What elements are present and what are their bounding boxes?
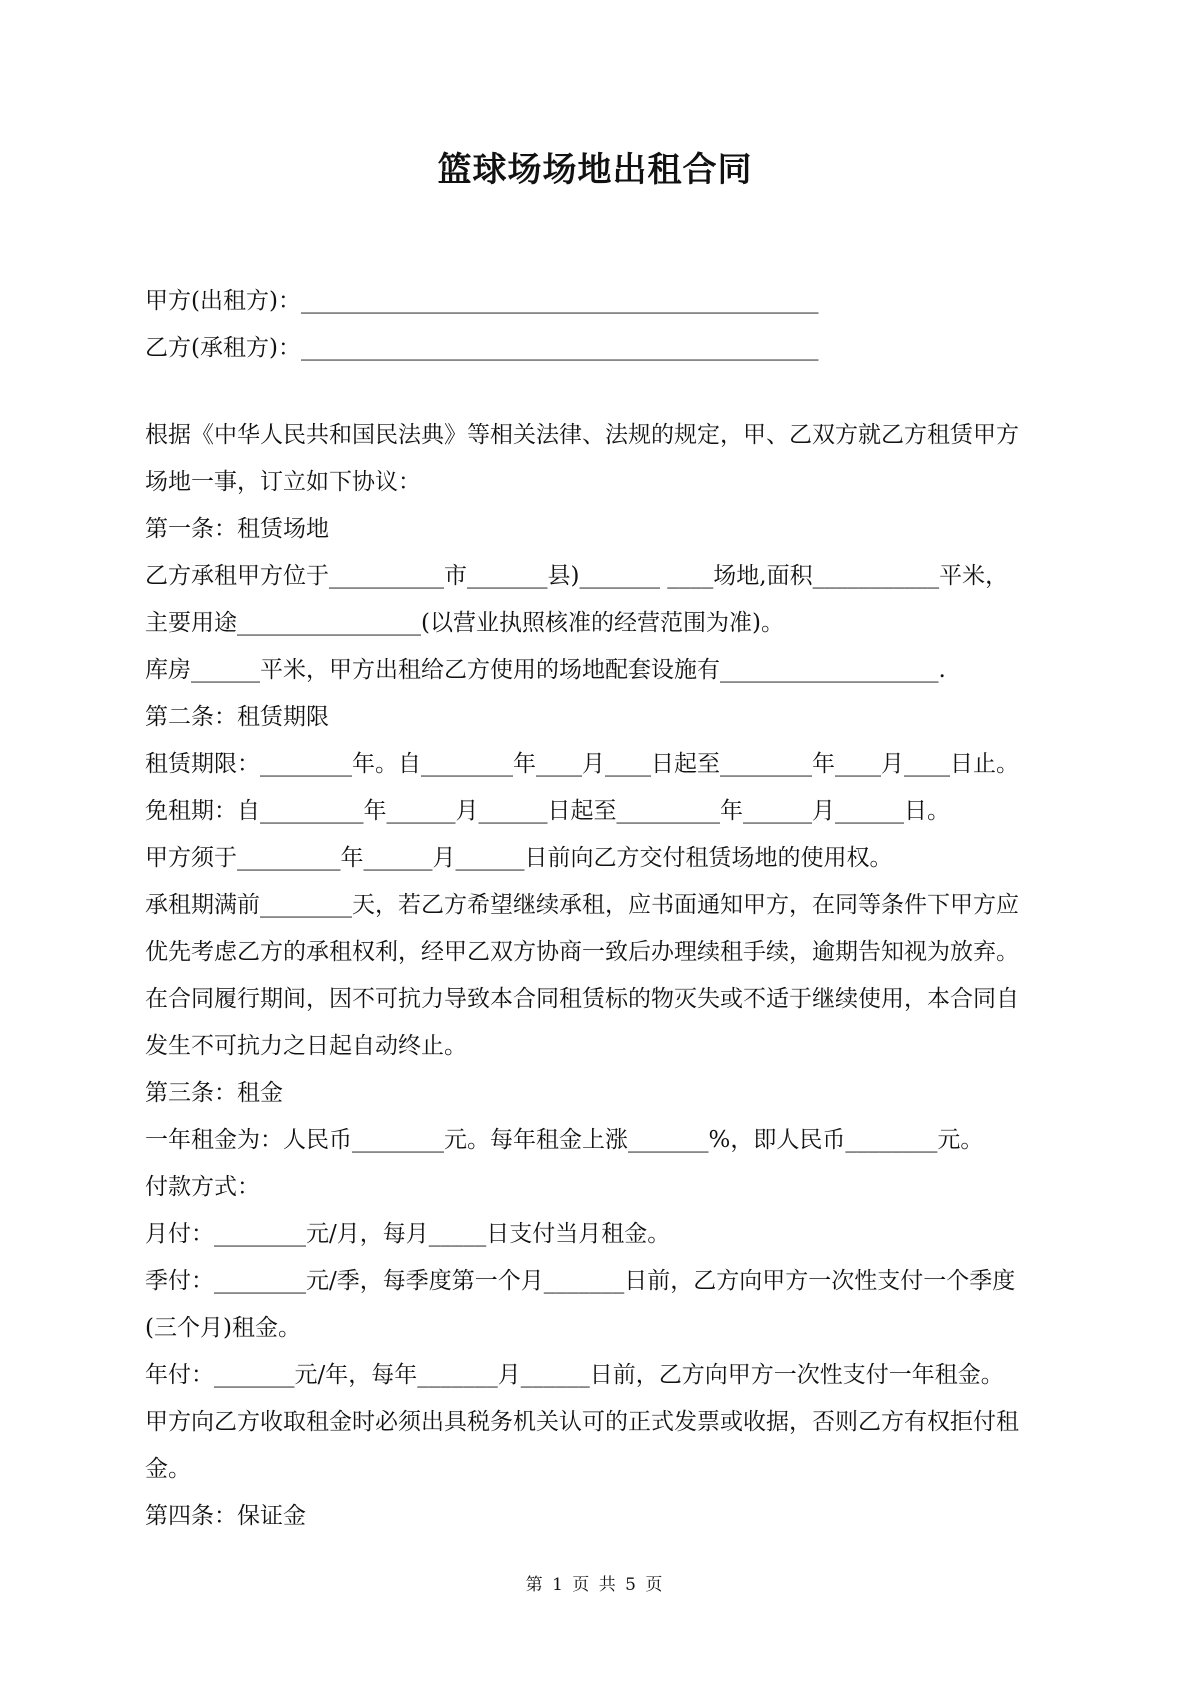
clause-line: 甲方向乙方收取租金时必须出具税务机关认可的正式发票或收据，否则乙方有权拒付租 — [145, 1409, 1019, 1435]
article-heading: 第二条：租赁期限 — [145, 704, 329, 730]
spacer — [145, 372, 1060, 412]
clause-line: 月付：________元/月，每月_____日支付当月租金。 — [145, 1221, 671, 1247]
party-a-line: 甲方(出租方)：_____________________________________________ — [145, 288, 819, 314]
clause-line: 租赁期限：________年。自________年____月____日起至________年____月____日止。 — [145, 751, 1019, 777]
clause-line: 年付：_______元/年，每年_______月______日前，乙方向甲方一次性支付一年租金。 — [145, 1362, 1004, 1388]
clause-line: 乙方承租甲方位于__________市_______县)_______ ____场地,面积___________平米， — [145, 563, 1009, 589]
article-heading: 第一条：租赁场地 — [145, 516, 329, 542]
clause-line: (三个月)租金。 — [145, 1315, 301, 1341]
page-number-footer: 第 1 页 共 5 页 — [525, 1575, 665, 1595]
clause-line: 一年租金为：人民币________元。每年租金上涨_______%，即人民币________元。 — [145, 1127, 984, 1153]
clause-line: 承租期满前________天，若乙方希望继续承租，应书面通知甲方，在同等条件下甲方应 — [145, 892, 1019, 918]
clause-line: 甲方须于_________年______月______日前向乙方交付租赁场地的使用权。 — [145, 845, 893, 871]
document-body — [145, 278, 1060, 1540]
preamble-line: 场地一事，订立如下协议： — [145, 469, 421, 495]
clause-line: 在合同履行期间，因不可抗力导致本合同租赁标的物灭失或不适于继续使用，本合同自 — [145, 986, 1019, 1012]
article-heading: 第三条：租金 — [145, 1080, 283, 1106]
clause-line: 金。 — [145, 1456, 191, 1482]
clause-line: 主要用途________________(以营业执照核准的经营范围为准)。 — [145, 610, 784, 636]
clause-line: 优先考虑乙方的承租权利，经甲乙双方协商一致后办理续租手续，逾期告知视为放弃。 — [145, 939, 1019, 965]
clause-line: 免租期：自_________年______月______日起至_________年______月______日。 — [145, 798, 950, 824]
clause-line: 季付：________元/季，每季度第一个月_______日前，乙方向甲方一次性支付一个季度 — [145, 1268, 1016, 1294]
document-title: 篮球场场地出租合同 — [437, 150, 753, 190]
preamble-line: 根据《中华人民共和国民法典》等相关法律、法规的规定，甲、乙双方就乙方租赁甲方 — [145, 422, 1019, 448]
clause-line: 库房______平米，甲方出租给乙方使用的场地配套设施有___________________. — [145, 657, 946, 683]
article-heading: 第四条：保证金 — [145, 1503, 306, 1529]
clause-line: 发生不可抗力之日起自动终止。 — [145, 1033, 467, 1059]
party-b-line: 乙方(承租方)：_____________________________________________ — [145, 335, 819, 361]
clause-line: 付款方式： — [145, 1174, 260, 1200]
